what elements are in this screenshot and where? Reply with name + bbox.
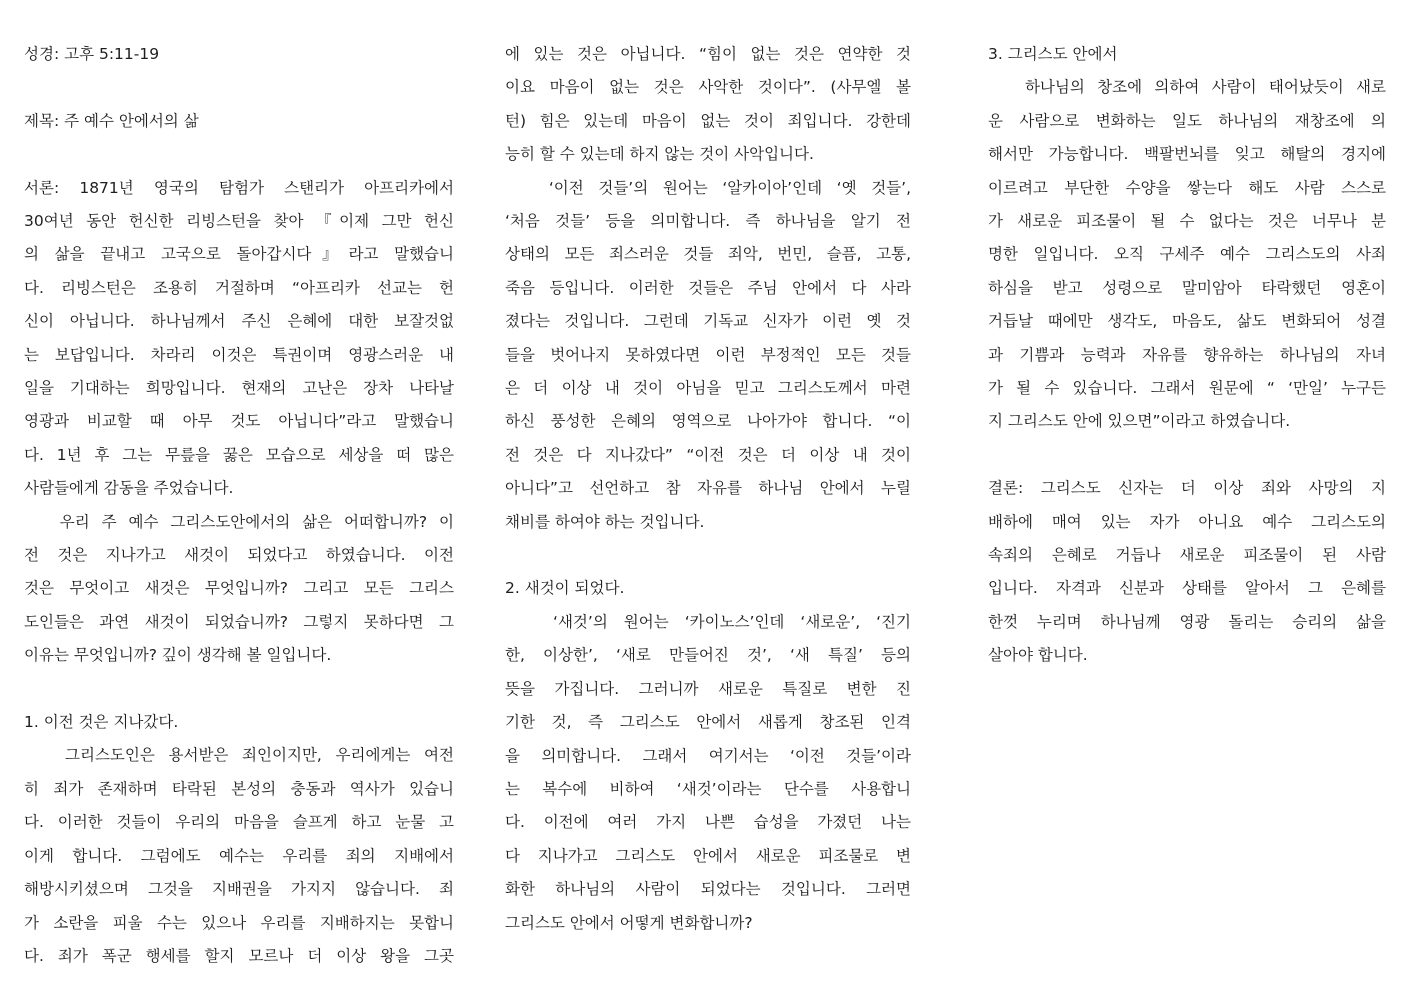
sermon-column-3	[988, 38, 1386, 673]
text-line: 속죄의 은혜로 거듭나 새로운 피조물이 된 사람	[988, 546, 1386, 565]
sermon-column-1	[24, 38, 454, 973]
text-line: 입니다. 자격과 신분과 상태를 알아서 그 은혜를	[988, 579, 1386, 598]
text-line: 30여년 동안 헌신한 리빙스턴을 찾아 『이제 그만 헌신	[24, 212, 454, 230]
text-line: 과 기쁨과 능력과 자유를 향유하는 하나님의 자녀	[988, 345, 1386, 364]
paragraph	[988, 472, 1386, 672]
text-line: 2. 새것이 되었다.	[505, 579, 625, 598]
text-line: 사람들에게 감동을 주었습니다.	[24, 479, 234, 498]
text-line: 신이 아닙니다. 하나님께서 주신 은혜에 대한 보잘것없	[24, 312, 454, 331]
text-line: 이유는 무엇입니까? 깊이 생각해 볼 일입니다.	[24, 646, 332, 665]
text-line: 살아야 합니다.	[988, 646, 1088, 665]
text-line: ‘새것’의 원어는 ‘카이노스’인데 ‘새로운’, ‘진기	[505, 612, 911, 631]
text-line: 다. 리빙스턴은 조용히 거절하며 “아프리카 선교는 헌	[24, 278, 454, 297]
text-line: 해서만 가능합니다. 백팔번뇌를 잊고 해탈의 경지에	[988, 145, 1386, 164]
text-line: 화한 하나님의 사람이 되었다는 것입니다. 그러면	[505, 880, 911, 899]
text-line: 채비를 하여야 하는 것입니다.	[505, 512, 705, 531]
text-line: 결론: 그리스도 신자는 더 이상 죄와 사망의 지	[988, 479, 1386, 498]
text-line: 3. 그리스도 안에서	[988, 45, 1118, 63]
paragraph	[24, 739, 454, 973]
text-line: 가 될 수 있습니다. 그래서 원문에 “ ‘만일’ 누구든	[988, 379, 1386, 398]
text-line: 는 보답입니다. 차라리 이것은 특권이며 영광스러운 내	[24, 345, 454, 364]
text-line: 성경: 고후 5:11-19	[24, 45, 160, 63]
text-line: 을 의미합니다. 그래서 여기서는 ‘이전 것들’이라	[505, 746, 911, 765]
paragraph	[24, 38, 454, 71]
text-line: 가 소란을 피울 수는 있으나 우리를 지배하지는 못합니	[24, 913, 454, 932]
text-line: 전 것은 지나가고 새것이 되었다고 하였습니다. 이전	[24, 546, 454, 565]
text-line: 들을 벗어나지 못하였다면 이런 부정적인 모든 것들	[505, 345, 911, 364]
text-line: 하심을 받고 성령으로 말미암아 타락했던 영혼이	[988, 278, 1386, 297]
text-line: 상태의 모든 죄스러운 것들 죄악, 번민, 슬픔, 고통,	[505, 245, 911, 264]
text-line: 이르려고 부단한 수양을 쌓는다 해도 사람 스스로	[988, 178, 1386, 197]
text-line: 다 지나가고 그리스도 안에서 새로운 피조물로 변	[505, 846, 911, 865]
text-line: 그리스도인은 용서받은 죄인이지만, 우리에게는 여전	[24, 746, 454, 765]
text-line: 하나님의 창조에 의하여 사람이 태어났듯이 새로	[988, 78, 1386, 97]
text-line: 명한 일입니다. 오직 구세주 예수 그리스도의 사죄	[988, 245, 1386, 264]
text-line: 운 사람으로 변화하는 일도 하나님의 재창조에 의	[988, 111, 1386, 130]
sermon-column-2	[505, 38, 911, 940]
paragraph	[505, 172, 911, 539]
paragraph-gap	[24, 673, 454, 706]
text-line: 아니다”고 선언하고 참 자유를 하나님 안에서 누릴	[505, 479, 911, 498]
text-line: 서론: 1871년 영국의 탐험가 스탠리가 아프리카에서	[24, 178, 454, 197]
paragraph	[988, 71, 1386, 438]
paragraph	[24, 506, 454, 673]
paragraph	[24, 172, 454, 506]
text-line: 전 것은 다 지나갔다” “이전 것은 더 이상 내 것이	[505, 445, 911, 464]
text-line: 다. 죄가 폭군 행세를 할지 모르나 더 이상 왕을 그곳	[24, 946, 454, 965]
text-line: 기한 것, 즉 그리스도 안에서 새롭게 창조된 인격	[505, 713, 911, 732]
text-line: 다. 이러한 것들이 우리의 마음을 슬프게 하고 눈물 고	[24, 813, 454, 832]
text-line: 제목: 주 예수 안에서의 삶	[24, 111, 199, 130]
text-line: 1. 이전 것은 지나갔다.	[24, 713, 179, 732]
text-line: 졌다는 것입니다. 그런데 기독교 신자가 이런 옛 것	[505, 312, 911, 331]
text-line: 해방시키셨으며 그것을 지배권을 가지지 않습니다. 죄	[24, 880, 454, 899]
paragraph	[505, 572, 911, 605]
text-line: 하신 풍성한 은혜의 영역으로 나아가야 합니다. “이	[505, 412, 911, 431]
text-line: 도인들은 과연 새것이 되었습니까? 그렇지 못하다면 그	[24, 612, 454, 631]
paragraph	[24, 105, 454, 138]
paragraph-gap	[24, 71, 454, 104]
paragraph	[505, 38, 911, 172]
text-line: 는 복수에 비하여 ‘새것’이라는 단수를 사용합니	[505, 779, 911, 798]
text-line: 죽음 등입니다. 이러한 것들은 주님 안에서 다 사라	[505, 278, 911, 297]
paragraph-gap	[24, 138, 454, 171]
text-line: 능히 할 수 있는데 하지 않는 것이 사악입니다.	[505, 145, 814, 164]
text-line: 다. 이전에 여러 가지 나쁜 습성을 가졌던 나는	[505, 813, 911, 832]
text-line: 지 그리스도 안에 있으면”이라고 하였습니다.	[988, 412, 1291, 431]
text-line: 영광과 비교할 때 아무 것도 아닙니다”라고 말했습니	[24, 412, 454, 431]
text-line: 한껏 누리며 하나님께 영광 돌리는 승리의 삶을	[988, 612, 1386, 631]
text-line: 우리 주 예수 그리스도안에서의 삶은 어떠합니까? 이	[24, 512, 454, 531]
text-line: 것은 무엇이고 새것은 무엇입니까? 그리고 모든 그리스	[24, 579, 454, 598]
text-line: 에 있는 것은 아닙니다. “힘이 없는 것은 연약한 것	[505, 45, 911, 63]
text-line: 은 더 이상 내 것이 아님을 믿고 그리스도께서 마련	[505, 379, 911, 398]
text-line: 배하에 매여 있는 자가 아니요 예수 그리스도의	[988, 512, 1386, 531]
text-line: ‘처음 것들’ 등을 의미합니다. 즉 하나님을 알기 전	[505, 212, 911, 231]
paragraph	[24, 706, 454, 739]
text-line: 이요 마음이 없는 것은 사악한 것이다”. (사무엘 볼	[505, 78, 911, 97]
text-line: 그리스도 안에서 어떻게 변화합니까?	[505, 913, 753, 932]
text-line: 뜻을 가집니다. 그러니까 새로운 특질로 변한 진	[505, 679, 911, 698]
text-line: 일을 기대하는 희망입니다. 현재의 고난은 장차 나타날	[24, 379, 454, 398]
text-line: 턴) 힘은 있는데 마음이 없는 것이 죄입니다. 강한데	[505, 111, 911, 130]
text-line: 이게 합니다. 그럼에도 예수는 우리를 죄의 지배에서	[24, 846, 454, 865]
paragraph	[505, 606, 911, 940]
text-line: 거듭날 때에만 생각도, 마음도, 삶도 변화되어 성결	[988, 312, 1386, 331]
paragraph	[988, 38, 1386, 71]
text-line: 다. 1년 후 그는 무릎을 꿇은 모습으로 세상을 떠 많은	[24, 445, 454, 464]
text-line: ‘이전 것들’의 원어는 ‘알카이아’인데 ‘옛 것들’,	[505, 178, 911, 197]
paragraph-gap	[505, 539, 911, 572]
paragraph-gap	[988, 439, 1386, 472]
text-line: 의 삶을 끝내고 고국으로 돌아갑시다』라고 말했습니	[24, 245, 454, 264]
text-line: 한, 이상한’, ‘새로 만들어진 것’, ‘새 특질’ 등의	[505, 646, 911, 665]
text-line: 히 죄가 존재하며 타락된 본성의 충동과 역사가 있습니	[24, 779, 454, 798]
text-line: 가 새로운 피조물이 될 수 없다는 것은 너무나 분	[988, 212, 1386, 231]
